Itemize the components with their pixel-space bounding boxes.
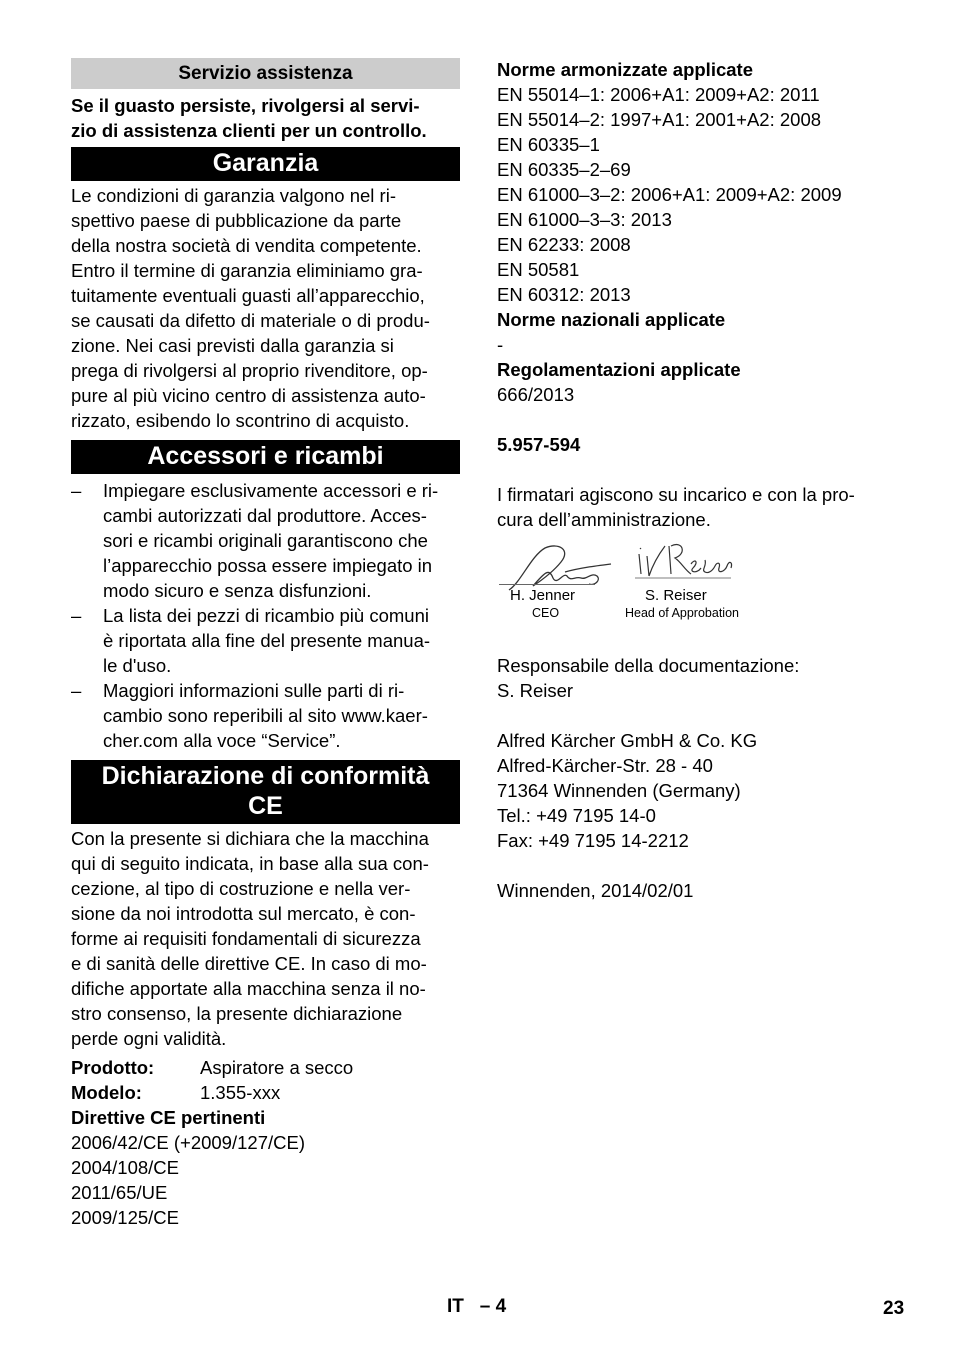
left-column — [71, 58, 460, 1230]
product-row — [71, 1055, 460, 1080]
signatories-line: I firmatari agiscono su incarico e con la pro- — [497, 484, 855, 505]
signature-line — [499, 584, 595, 585]
conformity-line: Con la presente si dichiara che la macchina — [71, 828, 429, 849]
warranty-line: zione. Nei casi previsti dalla garanzia si — [71, 335, 394, 356]
list-line: La lista dei pezzi di ricambio più comuni — [103, 605, 429, 626]
list-line: Maggiori informazioni sulle parti di ri- — [103, 680, 405, 701]
accessories-heading: Accessori e ricambi — [71, 440, 460, 474]
list-line: modo sicuro e senza disfunzioni. — [103, 580, 372, 601]
warranty-line: della nostra società di vendita competente. — [71, 235, 422, 256]
spacer — [497, 407, 897, 432]
service-heading: Servizio assistenza — [71, 58, 460, 89]
regulations-value: 666/2013 — [497, 384, 575, 405]
standard-item: EN 60335–1 — [497, 134, 600, 155]
standard-item: EN 60335–2–69 — [497, 159, 631, 180]
list-line: cher.com alla voce “Service”. — [103, 730, 341, 751]
model-value: 1.355-xxx — [200, 1082, 281, 1103]
responsible-name: S. Reiser — [497, 680, 574, 701]
signatories-line: cura dell’amministrazione. — [497, 509, 711, 530]
spacer — [497, 457, 897, 482]
conformity-heading — [71, 760, 460, 824]
warranty-line: pure al più vicino centro di assistenza auto- — [71, 385, 426, 406]
right-column — [497, 58, 897, 903]
list-line: Impiegare esclusivamente accessori e ri- — [103, 480, 439, 501]
warranty-line: Entro il termine di garanzia eliminiamo gra- — [71, 260, 423, 281]
standard-item: EN 55014–1: 2006+A1: 2009+A2: 2011 — [497, 84, 820, 105]
standard-item: EN 61000–3–3: 2013 — [497, 209, 672, 230]
footer-section — [447, 1296, 506, 1318]
national-label: Norme nazionali applicate — [497, 309, 726, 330]
regulations-label: Regolamentazioni applicate — [497, 359, 741, 380]
warranty-heading: Garanzia — [71, 147, 460, 181]
spacer — [497, 853, 897, 878]
warranty-line: se causati da difetto di materiale o di produ- — [71, 310, 430, 331]
directives-label: Direttive CE pertinenti — [71, 1107, 266, 1128]
sig2-name: S. Reiser — [645, 587, 707, 604]
product-label: Prodotto: — [71, 1057, 155, 1078]
standard-item: EN 62233: 2008 — [497, 234, 631, 255]
company-street: Alfred-Kärcher-Str. 28 - 40 — [497, 755, 713, 776]
place-date: Winnenden, 2014/02/01 — [497, 880, 694, 901]
spacer — [497, 703, 897, 728]
conformity-text — [71, 826, 460, 1051]
list-line: le d'uso. — [103, 655, 172, 676]
list-line: cambio sono reperibili al sito www.kaer- — [103, 705, 428, 726]
warranty-text — [71, 183, 460, 433]
standard-item: EN 55014–2: 1997+A1: 2001+A2: 2008 — [497, 109, 822, 130]
signature-block — [497, 532, 897, 632]
standard-item: EN 50581 — [497, 259, 580, 280]
conformity-line: e di sanità delle direttive CE. In caso di mo- — [71, 953, 427, 974]
conformity-line: forme ai requisiti fondamentali di sicurezza — [71, 928, 421, 949]
warranty-line: Le condizioni di garanzia valgono nel ri- — [71, 185, 396, 206]
footer-section-number: – 4 — [479, 1296, 507, 1317]
responsible-label: Responsabile della documentazione: — [497, 655, 800, 676]
list-line: è riportata alla fine del presente manua- — [103, 630, 431, 651]
sig1-name: H. Jenner — [510, 587, 576, 604]
list-line: l’apparecchio possa essere impiegato in — [103, 555, 433, 576]
directive-item: 2009/125/CE — [71, 1207, 180, 1228]
standard-item: EN 60312: 2013 — [497, 284, 631, 305]
conformity-line: perde ogni validità. — [71, 1028, 227, 1049]
model-label: Modelo: — [71, 1082, 142, 1103]
bullet-dash: – — [71, 605, 82, 626]
directive-item: 2004/108/CE — [71, 1157, 180, 1178]
standard-item: EN 61000–3–2: 2006+A1: 2009+A2: 2009 — [497, 184, 842, 205]
model-row — [71, 1080, 460, 1105]
company-city: 71364 Winnenden (Germany) — [497, 780, 741, 801]
company-fax: Fax: +49 7195 14-2212 — [497, 830, 689, 851]
service-text — [71, 93, 460, 143]
product-info — [71, 1055, 460, 1230]
page-number: 23 — [883, 1298, 905, 1319]
conformity-line: sione da noi introdotta sul mercato, è con- — [71, 903, 416, 924]
accessories-list — [71, 478, 460, 753]
sig1-role: CEO — [532, 606, 560, 620]
footer-lang: IT — [447, 1296, 464, 1317]
company-tel: Tel.: +49 7195 14-0 — [497, 805, 656, 826]
warranty-line: prega di rivolgersi al proprio rivenditore, op- — [71, 360, 428, 381]
conformity-line: cezione, al tipo di costruzione e nella ver- — [71, 878, 411, 899]
list-line: sori e ricambi originali garantiscono che — [103, 530, 428, 551]
bullet-dash: – — [71, 480, 82, 501]
conformity-line: stro consenso, la presente dichiarazione — [71, 1003, 403, 1024]
company-name: Alfred Kärcher GmbH & Co. KG — [497, 730, 758, 751]
product-value: Aspiratore a secco — [200, 1057, 354, 1078]
list-item — [71, 678, 460, 753]
conformity-heading-line: Dichiarazione di conformità — [101, 762, 430, 790]
service-text-line: Se il guasto persiste, rivolgersi al servi- — [71, 95, 420, 116]
warranty-line: rizzato, esibendo lo scontrino di acquisto. — [71, 410, 410, 431]
bullet-dash: – — [71, 680, 82, 701]
directive-item: 2011/65/UE — [71, 1182, 168, 1203]
harmonized-label: Norme armonizzate applicate — [497, 59, 753, 80]
sig2-role: Head of Approbation — [625, 606, 739, 620]
conformity-line: qui di seguito indicata, in base alla sua con- — [71, 853, 429, 874]
list-item — [71, 478, 460, 603]
service-text-line: zio di assistenza clienti per un controllo. — [71, 120, 427, 141]
national-value: - — [497, 334, 504, 355]
warranty-line: tuitamente eventuali guasti all’apparecchio, — [71, 285, 425, 306]
directive-item: 2006/42/CE (+2009/127/CE) — [71, 1132, 305, 1153]
reiser-signature — [635, 540, 735, 584]
list-item — [71, 603, 460, 678]
warranty-line: spettivo paese di pubblicazione da parte — [71, 210, 402, 231]
document-number: 5.957-594 — [497, 434, 581, 455]
conformity-heading-line: CE — [248, 792, 283, 820]
list-line: cambi autorizzati dal produttore. Acces- — [103, 505, 427, 526]
conformity-line: difiche apportate alla macchina senza il no- — [71, 978, 426, 999]
